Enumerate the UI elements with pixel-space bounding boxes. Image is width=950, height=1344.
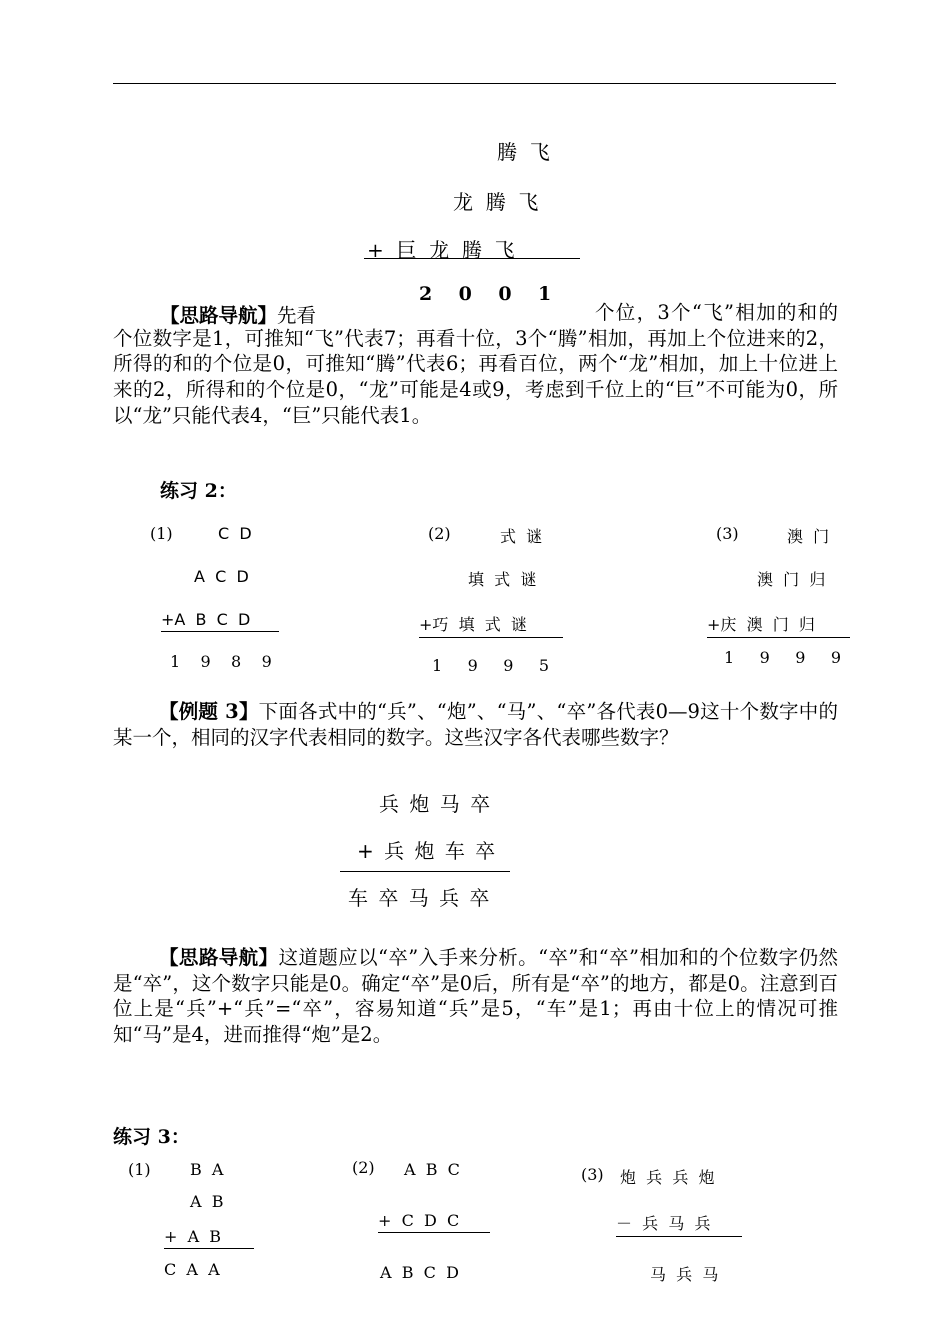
p2-2-row1: 式 谜	[500, 527, 543, 546]
p3-3-sum: 马 兵 马	[650, 1265, 719, 1284]
p3-2-row2: + C D C	[378, 1211, 490, 1233]
p3-1-label: (1)	[128, 1160, 151, 1179]
para2-text: 这道题应以“卒”入手来分析。“卒”和“卒”相加和的个位数字仍然是“卒”，这个数字只能是0。确定“卒”是0后，所有是“卒”的地方，都是0。注意到百位上是“兵”+“兵”=“卒”，容易知道“兵”是5，“车”是1；再由十位上的情况可推知“马”是4，进而推得“炮”是2。	[113, 946, 838, 1047]
p3-1-row3: + A B	[164, 1227, 254, 1249]
para2-paragraph	[113, 945, 838, 1048]
p3-1-row1: B A	[190, 1160, 224, 1179]
p2-1-sum: 1 9 8 9	[170, 652, 272, 671]
p3-2-label: (2)	[352, 1158, 375, 1177]
para1-text-a: 先看	[277, 304, 317, 327]
example3-paragraph	[113, 699, 838, 750]
example3-sum: 车 卒 马 兵 卒	[348, 886, 492, 910]
p3-1-sum: C A A	[164, 1260, 220, 1279]
p3-2-sum: A B C D	[380, 1263, 459, 1282]
practice3-title: 练习 3：	[113, 1126, 190, 1148]
para2-lead: 【思路导航】	[159, 946, 279, 969]
example3-sum-line	[340, 871, 510, 872]
p2-2-label: (2)	[428, 524, 451, 543]
para1-lead: 【思路导航】	[160, 304, 278, 327]
p2-1-row1: C D	[218, 524, 252, 543]
p2-1-row2: A C D	[194, 567, 249, 586]
example2-row2: 龙 腾 飞	[453, 190, 539, 214]
example2-sum-line	[364, 258, 580, 259]
p3-3-label: (3)	[581, 1165, 604, 1184]
p2-3-row3: +庆 澳 门 归	[707, 612, 850, 638]
practice2-title: 练习 2：	[160, 480, 237, 502]
p3-1-row2: A B	[190, 1192, 224, 1211]
p2-3-row2: 澳 门 归	[757, 570, 826, 589]
p2-3-row1: 澳 门	[787, 527, 830, 546]
p2-2-row2: 填 式 谜	[468, 570, 537, 589]
example3-lead: 【例题 3】	[159, 700, 259, 723]
p2-3-sum: 1 9 9 9	[724, 648, 842, 667]
p2-1-row3: +A B C D	[161, 610, 279, 632]
p2-3-label: (3)	[716, 524, 739, 543]
p3-3-row2: － 兵 马 兵	[616, 1211, 742, 1237]
p3-3-row1: 炮 兵 兵 炮	[620, 1168, 715, 1187]
example3-row1: 兵 炮 马 卒	[379, 792, 493, 816]
example3-row2: + 兵 炮 车 卒	[357, 839, 498, 863]
p3-2-row1: A B C	[404, 1160, 460, 1179]
header-rule	[113, 83, 836, 84]
example2-row1: 腾 飞	[497, 140, 550, 164]
para1-body: 个位，3个“飞”相加的和的个位数字是1，可推知“飞”代表7；再看十位，3个“腾”相加，再加上个位进来的2，所得的和的个位是0，可推知“腾”代表6；再看百位，两个“龙”相加，加上十位进上来的2，所得和的个位是0，“龙”可能是4或9，考虑到千位上的“巨”不可能为0，所以“龙”只能代表4，“巨”只能代表1。	[113, 301, 838, 427]
p2-1-label: (1)	[150, 524, 173, 543]
example3-text: 下面各式中的“兵”、“炮”、“马”、“卒”各代表0—9这十个数字中的某一个，相同的汉字代表相同的数字。这些汉字各代表哪些数字？	[113, 700, 838, 749]
example2-sum: 2 0 0 1	[419, 283, 552, 305]
example2-row3: + 巨 龙 腾 飞	[367, 238, 515, 262]
p2-2-row3: +巧 填 式 谜	[419, 612, 563, 638]
p2-2-sum: 1 9 9 5	[432, 656, 550, 675]
